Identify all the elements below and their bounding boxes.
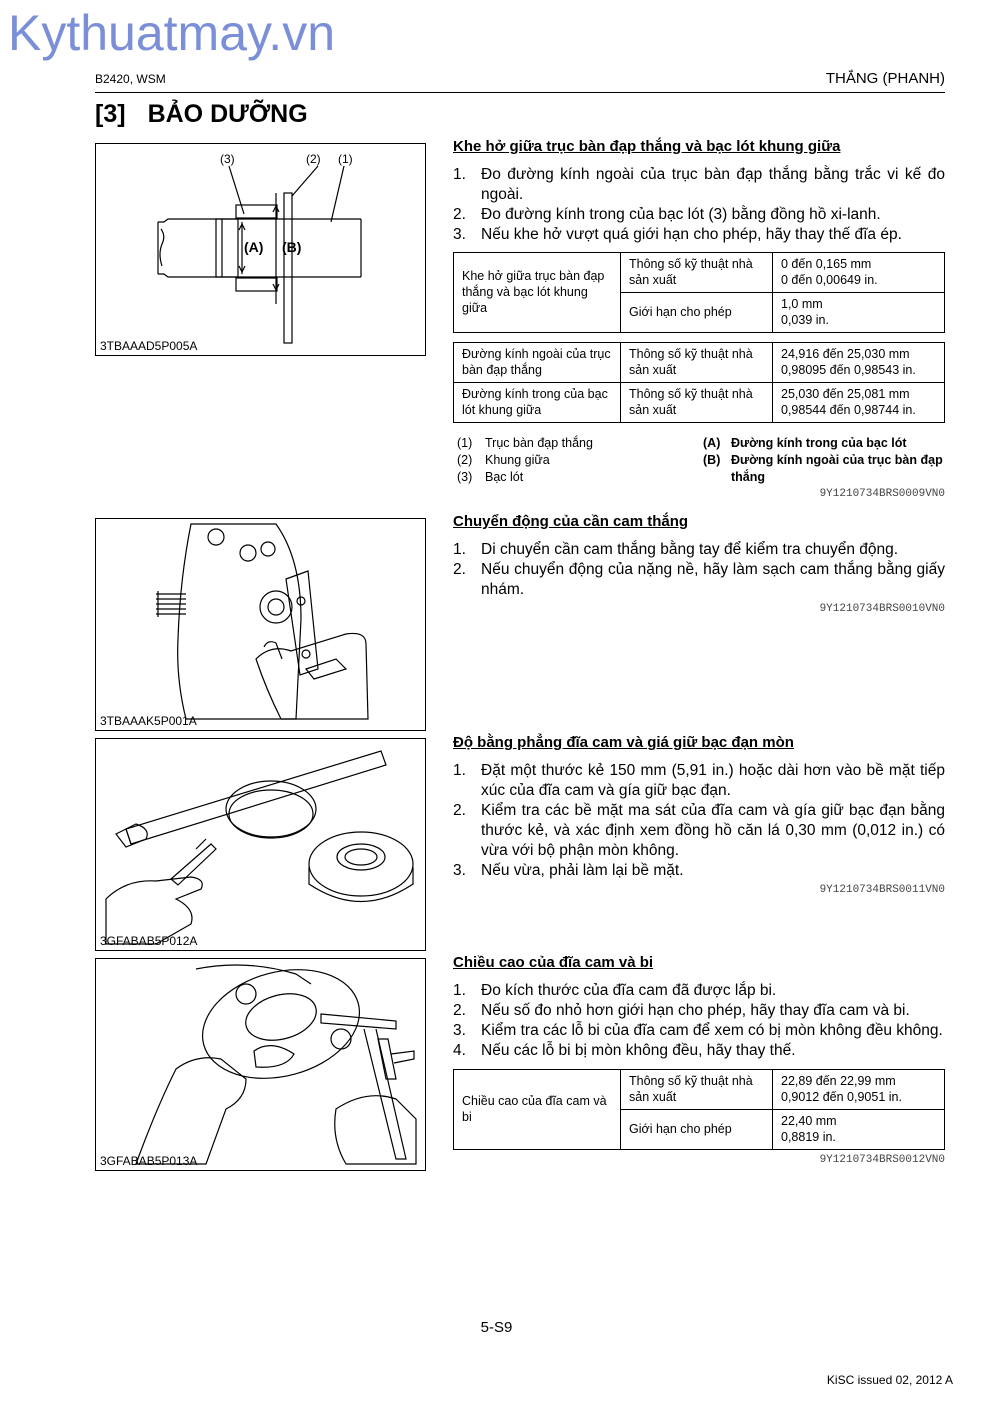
figure-straightedge	[95, 738, 426, 951]
figure-code: 3GFABAB5P012A	[100, 934, 198, 948]
list-item: 1. Di chuyển cần cam thắng bằng tay để kiểm tra chuyển động.	[453, 541, 899, 558]
table-cell: Thông số kỹ thuật nhà sản xuất	[621, 383, 773, 423]
figure-code: 3TBAAAD5P005A	[100, 339, 198, 353]
table-cell: Chiều cao của đĩa cam và bi	[454, 1070, 621, 1150]
header-rule	[95, 92, 945, 93]
table-cell: 0 đến 0,165 mm 0 đến 0,00649 in.	[773, 253, 945, 293]
table-cell: Khe hở giữa trục bàn đạp thắng và bạc lót khung giữa	[454, 253, 621, 333]
table-cell: Đường kính ngoài của trục bàn đạp thắng	[454, 343, 621, 383]
step-list	[453, 761, 945, 881]
section-heading: Khe hở giữa trục bàn đạp thắng và bạc lót khung giữa	[453, 138, 841, 155]
list-item: 1. Đo kích thước của đĩa cam đã được lắp bi.	[453, 982, 777, 999]
table-cell: 22,89 đến 22,99 mm 0,9012 đến 0,9051 in.	[773, 1070, 945, 1110]
table-row	[454, 343, 945, 383]
callout-1: (1)	[338, 152, 353, 166]
section-title-text: BẢO DƯỠNG	[147, 100, 308, 128]
spec-table-clearance	[453, 252, 945, 333]
figure-shaft-bushing	[95, 143, 426, 356]
section-heading: Chuyển động của cần cam thắng	[453, 513, 689, 530]
reference-code: 9Y1210734BRS0009VN0	[819, 488, 945, 500]
page-number: 5-S9	[480, 1319, 513, 1336]
section-number: [3]	[95, 100, 126, 128]
callout-B: (B)	[282, 239, 302, 255]
list-item: 2. Nếu chuyển động của nặng nề, hãy làm sạch cam thắng bằng giấy nhám.	[453, 561, 945, 598]
table-cell: Thông số kỹ thuật nhà sản xuất	[621, 343, 773, 383]
table-cell: Giới hạn cho phép	[621, 293, 773, 333]
table-cell: 25,030 đến 25,081 mm 0,98544 đến 0,98744 in.	[773, 383, 945, 423]
callout-A: (A)	[244, 239, 264, 255]
spec-table-diameters	[453, 342, 945, 423]
watermark-logo: Kythuatmay.vn	[8, 5, 336, 61]
list-item: 2. Đo đường kính trong của bạc lót (3) bằng đồng hồ xi-lanh.	[453, 206, 881, 223]
header-model: B2420, WSM	[95, 72, 166, 86]
section-heading: Chiều cao của đĩa cam và bi	[453, 954, 654, 971]
table-row	[454, 1070, 945, 1110]
figure-cam-lever	[95, 518, 426, 731]
table-row	[454, 253, 945, 293]
figure-caliper	[95, 958, 426, 1171]
issue-note: KiSC issued 02, 2012 A	[826, 1373, 953, 1387]
section-flatness	[453, 734, 945, 896]
table-cell: Giới hạn cho phép	[621, 1110, 773, 1150]
table-cell: Thông số kỹ thuật nhà sản xuất	[621, 1070, 773, 1110]
list-item: 3. Nếu vừa, phải làm lại bề mặt.	[453, 862, 684, 879]
callout-2: (2)	[306, 152, 321, 166]
shaft-bushing-diagram	[96, 144, 425, 355]
cam-lever-illustration	[96, 519, 425, 730]
section-clearance	[453, 138, 945, 500]
figure-code: 3GFABAB5P013A	[100, 1154, 198, 1168]
figure-code: 3TBAAAK5P001A	[100, 714, 197, 728]
section-heading: Độ bằng phẳng đĩa cam và giá giữ bạc đạn mòn	[453, 734, 794, 751]
step-list	[453, 540, 945, 600]
table-cell: Thông số kỹ thuật nhà sản xuất	[621, 253, 773, 293]
callout-3: (3)	[220, 152, 235, 166]
caliper-illustration	[96, 959, 425, 1170]
table-cell: 24,916 đến 25,030 mm 0,98095 đến 0,98543 in.	[773, 343, 945, 383]
step-list	[453, 165, 945, 245]
section-cam-lever	[453, 513, 945, 615]
straightedge-illustration	[96, 739, 425, 950]
header-chapter: THẮNG (PHANH)	[825, 70, 945, 87]
list-item: 1. Đo đường kính ngoài của trục bàn đạp thắng bằng trắc vi kế đo ngoài.	[453, 166, 945, 203]
section-title	[95, 100, 308, 129]
table-cell: 1,0 mm 0,039 in.	[773, 293, 945, 333]
figure-legend: (1) Trục bàn đạp thắng (A) Đường kính trong của bạc lót (2) Khung giữa (B) Đường kính ngoài của trục bàn đạp thắng (3) Bạc lót	[457, 436, 943, 484]
list-item: 2. Kiểm tra các bề mặt ma sát của đĩa cam và gía giữ bạc đạn bằng thước kẻ, và xác định xem đồng hồ căn lá 0,30 mm (0,012 in.) có vừa với bộ phận mòn không.	[453, 802, 945, 859]
table-row	[454, 383, 945, 423]
list-item: 1. Đặt một thước kẻ 150 mm (5,91 in.) hoặc dài hơn vào bề mặt tiếp xúc của đĩa cam và gía giữ bạc đạn.	[453, 762, 945, 799]
section-cam-height	[453, 954, 945, 1166]
reference-code: 9Y1210734BRS0012VN0	[819, 1154, 945, 1166]
step-list	[453, 981, 945, 1061]
reference-code: 9Y1210734BRS0010VN0	[819, 603, 945, 615]
table-cell: 22,40 mm 0,8819 in.	[773, 1110, 945, 1150]
reference-code: 9Y1210734BRS0011VN0	[819, 884, 945, 896]
list-item: 2. Nếu số đo nhỏ hơn giới hạn cho phép, hãy thay đĩa cam và bi.	[453, 1002, 910, 1019]
list-item: 3. Nếu khe hở vượt quá giới hạn cho phép, hãy thay thế đĩa ép.	[453, 226, 902, 243]
list-item: 4. Nếu các lỗ bi bị mòn không đều, hãy thay thế.	[453, 1042, 796, 1059]
spec-table-cam-height	[453, 1069, 945, 1150]
list-item: 3. Kiểm tra các lỗ bi của đĩa cam để xem có bị mòn không đều không.	[453, 1022, 943, 1039]
table-cell: Đường kính trong của bạc lót khung giữa	[454, 383, 621, 423]
